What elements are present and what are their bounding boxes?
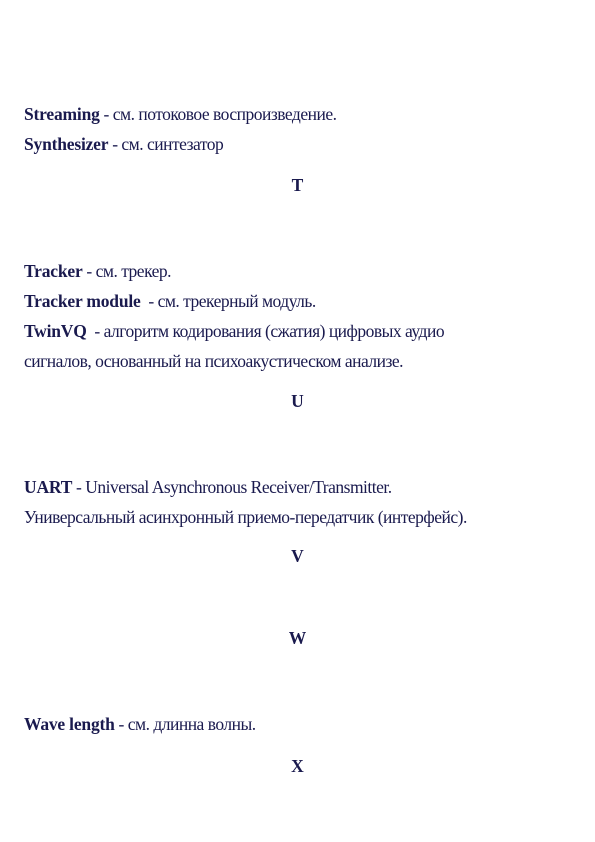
entry-term: Tracker <box>24 261 83 281</box>
entry-separator: - <box>140 291 158 311</box>
entry-separator: - <box>99 104 113 124</box>
entry-streaming <box>24 104 336 124</box>
entry-twinvq <box>24 321 444 341</box>
entry-definition: см. трекер. <box>95 261 172 281</box>
entry-term: Wave length <box>24 714 115 734</box>
section-heading-x: X <box>291 756 304 776</box>
entry-tracker-module <box>24 291 316 311</box>
entry-definition: см. длинна волны. <box>127 714 256 734</box>
entry-uart <box>24 477 392 497</box>
entry-definition: Universal Asynchronous Receiver/Transmitter. <box>85 477 392 497</box>
entry-term: UART <box>24 477 73 497</box>
entry-uart-continuation <box>24 507 467 527</box>
entry-separator: - <box>72 477 86 497</box>
entry-definition: алгоритм кодирования (сжатия) цифровых аудио <box>103 321 445 341</box>
entry-definition: см. синтезатор <box>121 134 224 154</box>
entry-tracker <box>24 261 171 281</box>
entry-separator: - <box>86 321 104 341</box>
entry-term: Tracker module <box>24 291 141 311</box>
section-heading-w: W <box>288 628 307 648</box>
entry-definition-continued: Универсальный асинхронный приемо-передатчик (интерфейс). <box>24 507 467 527</box>
entry-separator: - <box>108 134 122 154</box>
entry-term: Streaming <box>24 104 100 124</box>
section-heading-v: V <box>291 546 304 566</box>
entry-separator: - <box>82 261 96 281</box>
entry-term: Synthesizer <box>24 134 109 154</box>
entry-synthesizer <box>24 134 223 154</box>
section-heading-u: U <box>291 391 304 411</box>
entry-wave-length <box>24 714 256 734</box>
entry-definition-continued: сигналов, основанный на психоакустическом анализе. <box>24 351 404 371</box>
section-heading-t: T <box>291 175 304 195</box>
entry-term: TwinVQ <box>24 321 87 341</box>
entry-twinvq-continuation <box>24 351 403 371</box>
entry-definition: см. трекерный модуль. <box>157 291 316 311</box>
entry-separator: - <box>114 714 128 734</box>
entry-definition: см. потоковое воспроизведение. <box>112 104 337 124</box>
